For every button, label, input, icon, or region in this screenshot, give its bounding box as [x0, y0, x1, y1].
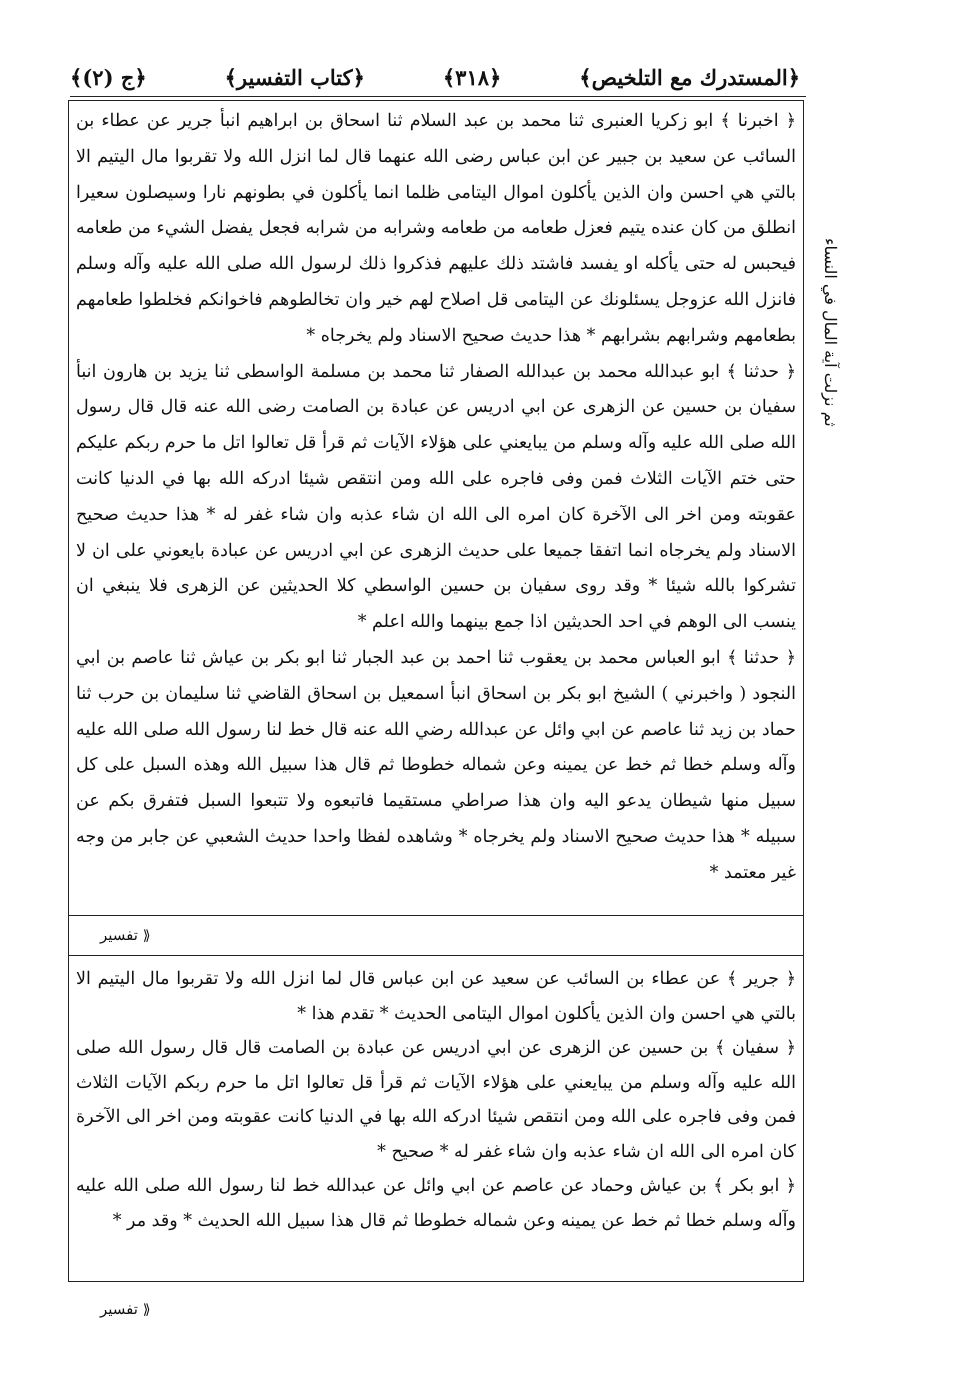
footer-tafsir-label: [100, 1300, 151, 1318]
hadith-paragraph-1: ﴿ اخبرنا ﴾ ابو زكريا العنبرى ثنا محمد بن عبد السلام ثنا اسحاق بن ابراهيم انبأ جرير عن عطاء بن السائب عن سعيد بن جبير عن ابن عباس رضى الله عنهما قال لما انزل الله ولا تقربوا مال اليتيم الا بالتي هي احسن وان الذين يأكلون اموال اليتامى ظلما انما يأكلون في بطونهم نارا وسيصلون سعيرا انطلق من كان عنده يتيم فعزل طعامه من طعامه وشرابه من شرابه فجعل يفضل الشيء من طعامه فيحبس له حتى يأكله او يفسد فاشتد ذلك عليهم فذكروا ذلك لرسول الله صلى الله عليه وآله وسلم فانزل الله عزوجل يسئلونك عن اليتامى قل اصلاح لهم خير وان تخالطوهم فاخوانكم فخلطوا طعامهم بطعامهم وشرابهم بشرابهم * هذا حديث صحيح الاسناد ولم يخرجاه *: [76, 111, 796, 346]
page-number: ﴿٣١٨﴾: [442, 64, 502, 90]
margin-note: ثم نزلت آية المال في النساء: [821, 238, 840, 427]
hadith-paragraph-3: ﴿ حدثنا ﴾ ابو العباس محمد بن يعقوب ثنا احمد بن عبد الجبار ثنا ابو بكر بن عياش ثنا عاصم بن ابي النجود ( واخبرني ) الشيخ ابو بكر بن اسحاق انبأ اسمعيل بن اسحاق القاضي ثنا سليمان بن حرب ثنا حماد بن زيد ثنا عاصم عن ابي وائل عن عبدالله رضي الله عنه قال خط لنا رسول الله صلى الله عليه وآله وسلم خطا ثم خط عن يمينه وعن شماله خطوطا ثم قال هذا سبيل الله وهذه السبل على كل سبيل منها شيطان يدعو اليه وان هذا صراطي مستقيما فاتبعوه ولا تتبعوا السبل فتفرق بكم عن سبيله * هذا حديث صحيح الاسناد ولم يخرجاه * وشاهده لفظا واحدا حديث الشعبي عن جابر من وجه غير معتمد *: [76, 647, 796, 883]
main-text: [76, 104, 796, 892]
page-header: [70, 58, 800, 96]
ornament-icon: ⟪: [142, 928, 151, 944]
tafsir-label-text: تفسير: [100, 926, 138, 944]
ornament-icon: ⟪: [142, 1302, 151, 1318]
header-rule: [70, 96, 806, 97]
note-paragraph-2: ﴿ سفيان ﴾ بن حسين عن الزهرى عن ابي ادريس عن عبادة بن الصامت قال قال رسول الله صلى الله عليه وآله وسلم من يبايعني على هؤلاء الآيات ثم قرأ قل تعالوا اتل ما حرم ربكم الآيات الثلاث فمن وفى فاجره على الله ومن انتقص شيئا ادركه الله بها في الدنيا كانت عقوبته ومن اخر الى الآخرة كان امره الى الله ان شاء عذبه وان شاء غفر له * صحيح *: [76, 1038, 796, 1162]
footer-label-text: تفسير: [100, 1300, 138, 1318]
hadith-paragraph-2: ﴿ حدثنا ﴾ ابو عبدالله محمد بن عبدالله الصفار ثنا محمد بن مسلمة الواسطى ثنا يزيد بن هارون انبأ سفيان بن حسين عن الزهرى عن ابي ادريس عن عبادة بن الصامت رضى الله عنه قال قال رسول الله صلى الله عليه وآله وسلم من يبايعني على هؤلاء الآيات ثم قرأ قل تعالوا اتل ما حرم ربكم عليكم حتى ختم الآيات الثلاث فمن وفى فاجره على الله ومن انتقص شيئا ادركه الله بها في الدنيا كانت عقوبته ومن اخر الى الآخرة كان امره الى الله ان شاء عذبه وان شاء غفر له * هذا حديث صحيح الاسناد ولم يخرجاه انما اتفقا جميعا على حديث الزهرى عن ابي ادريس عن عبادة بايعوني على ان لا تشركوا بالله شيئا * وقد روى سفيان بن حسين الواسطي كلا الحديثين عن الزهرى فلا ينبغي ان ينسب الى الوهم في احد الحديثين اذا جمع بينهما والله اعلم *: [76, 361, 796, 633]
book-title: ﴿المستدرك مع التلخيص﴾: [579, 64, 800, 90]
volume-number: ﴿ج (٢)﴾: [70, 64, 147, 90]
note-paragraph-1: ﴿ جرير ﴾ عن عطاء بن السائب عن سعيد عن ابن عباس قال لما انزل الله ولا تقربوا مال اليتيم الا بالتي هي احسن وان الذين يأكلون اموال اليتامى الحديث * تقدم هذا *: [76, 969, 796, 1024]
section-title: ﴿كتاب التفسير﴾: [224, 64, 365, 90]
notes-rule: [68, 955, 804, 956]
tafsir-label: [100, 926, 151, 944]
section-rule: [68, 915, 804, 916]
talkhis-notes: [76, 962, 796, 1238]
note-paragraph-3: ﴿ ابو بكر ﴾ بن عياش وحماد عن عاصم عن ابي وائل عن عبدالله خط لنا رسول الله صلى الله عليه وآله وسلم خطا ثم خط عن يمينه وعن شماله خطوطا ثم قال هذا سبيل الله الحديث * وقد مر *: [76, 1176, 796, 1231]
